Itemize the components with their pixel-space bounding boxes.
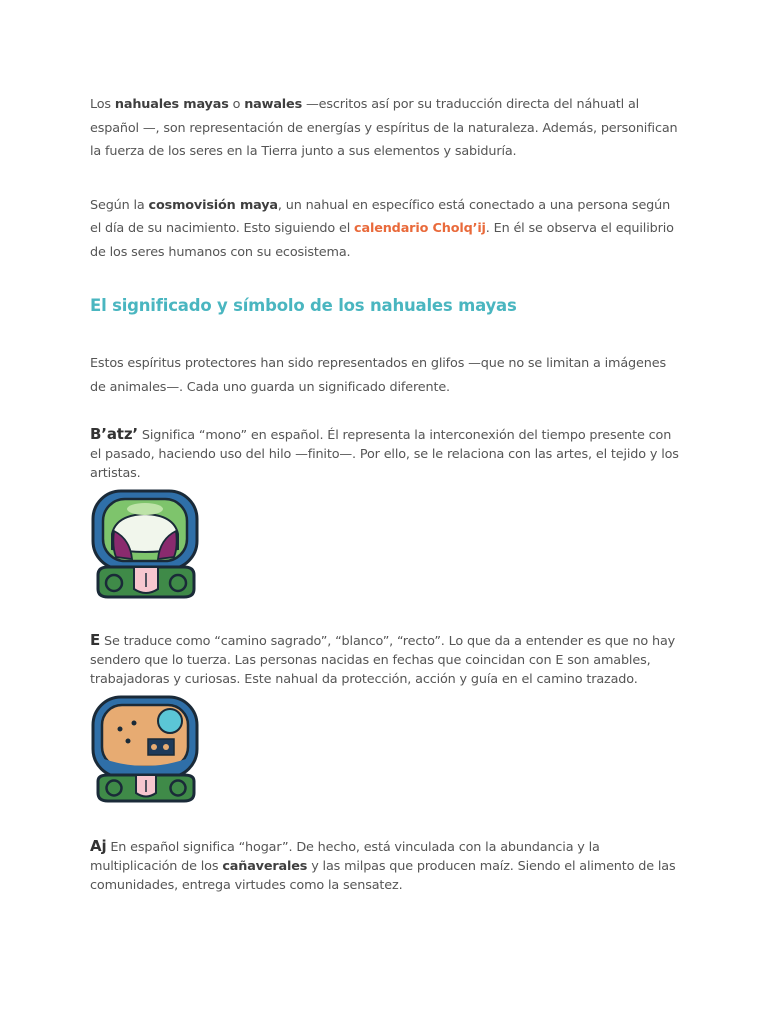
bold-term-nawales: nawales xyxy=(244,97,303,112)
article-body xyxy=(90,93,680,895)
entry-text: Se traduce como “camino sagrado”, “blanco”, “recto”. Lo que da a entender es que no hay sendero que lo tuerza. Las personas nacidas en fechas que coincidan con E son amables, trabajadoras y curiosas. Este nahual da protección, acción y guía en el camino trazado. xyxy=(90,634,676,687)
entry-text: y las milpas que producen maíz. Siendo el alimento de las comunidades, entrega virtudes como la sensatez. xyxy=(90,859,676,893)
text-run: , un nahual en específico está conectado a una persona según el día de su nacimiento. Esto siguiendo el xyxy=(90,197,671,236)
text-run: . En él se observa el equilibrio de los seres humanos con su ecosistema. xyxy=(90,221,674,260)
batz-glyph xyxy=(90,489,202,601)
intro-paragraph-1 xyxy=(90,93,680,164)
entry-batz xyxy=(90,425,680,483)
bold-term-nahuales-mayas: nahuales mayas xyxy=(114,97,229,112)
entry-text: En español significa “hogar”. De hecho, está vinculada con la abundancia y la multiplicación de los xyxy=(90,840,600,874)
text-run: Los xyxy=(90,97,115,112)
glyphs-intro-paragraph: Estos espíritus protectores han sido representados en glifos —que no se limitan a imágenes de animales—. Cada uno guarda un significado diferente. xyxy=(90,356,666,395)
section-heading: El significado y símbolo de los nahuales mayas xyxy=(90,296,517,315)
entry-term: Aj xyxy=(90,837,107,855)
text-run: —escritos así por su traducción directa del náhuatl al español —, son representación de energías y espíritus de la naturaleza. Además, personifican la fuerza de los seres en la Tierra junto a sus elementos y sabiduría. xyxy=(90,97,678,159)
entry-text: Significa “mono” en español. Él representa la interconexión del tiempo presente con el pasado, haciendo uso del hilo —finito—. Por ello, se le relaciona con las artes, el tejido y los artistas. xyxy=(90,428,679,481)
calendario-cholqij-link[interactable]: calendario Cholq’ij xyxy=(354,221,486,236)
entry-aj xyxy=(90,837,680,895)
e-glyph xyxy=(90,695,202,807)
entry-term: E xyxy=(90,631,101,649)
intro-paragraph-2 xyxy=(90,194,680,265)
entry-e xyxy=(90,631,680,689)
entry-term: B’atz’ xyxy=(90,425,138,443)
bold-term-cosmovision: cosmovisión maya xyxy=(148,197,278,213)
text-run: Según la xyxy=(90,197,149,213)
text-run: o xyxy=(228,97,245,112)
bold-term-canaverales: cañaverales xyxy=(222,859,308,874)
